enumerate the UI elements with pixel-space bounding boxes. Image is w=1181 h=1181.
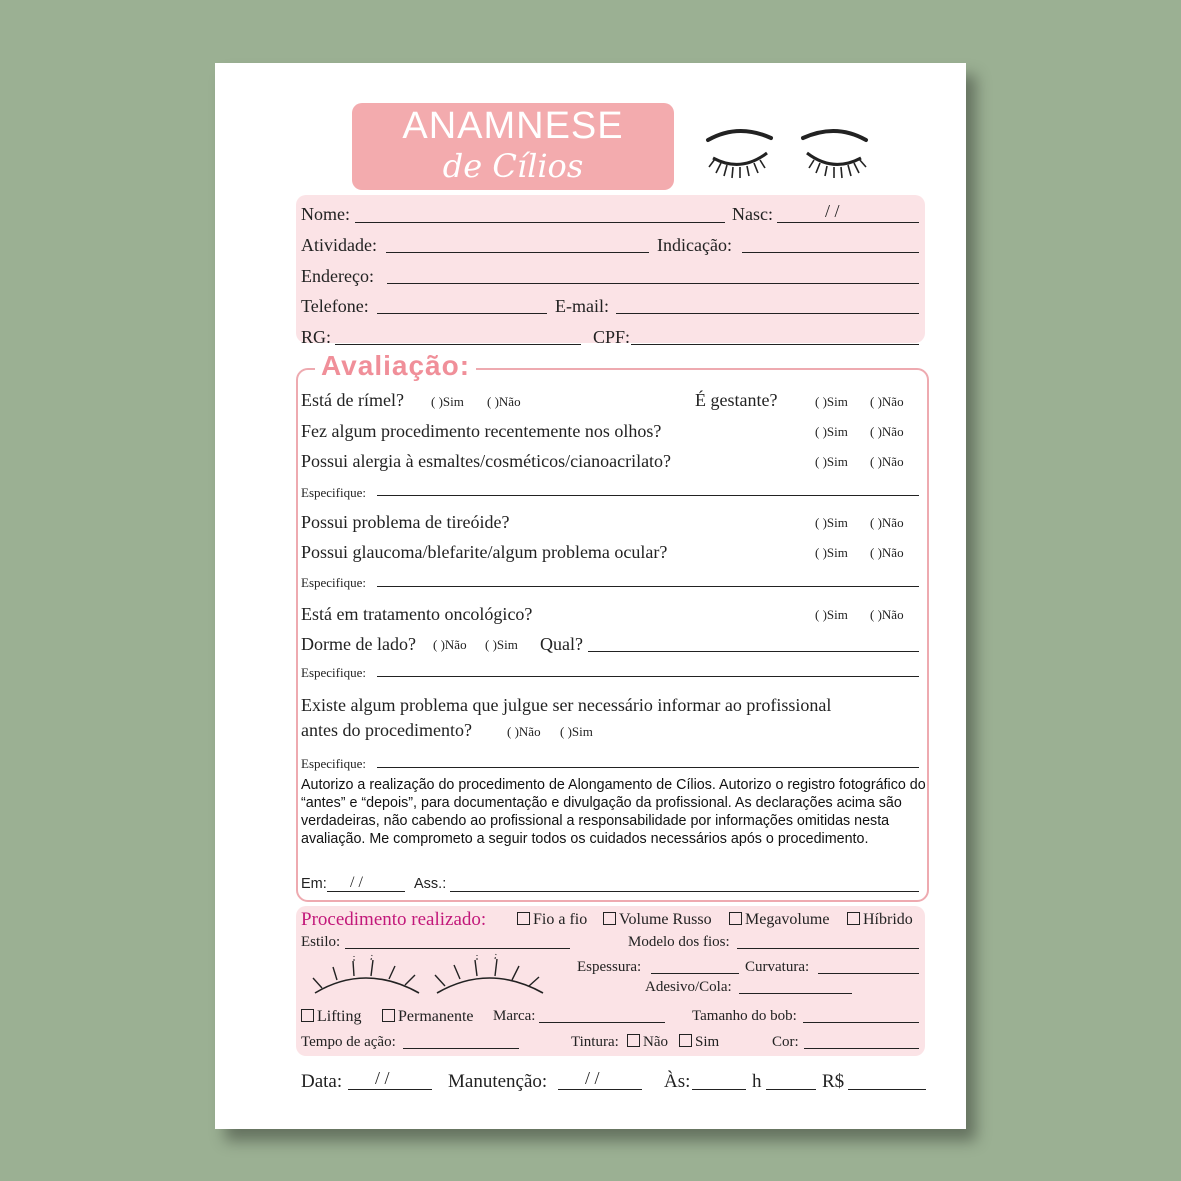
tintura-nao-label: Não: [643, 1034, 668, 1050]
oncologico-sim-option[interactable]: [815, 604, 848, 624]
fio-label: Fio a fio: [533, 911, 588, 928]
dorme-nao-label: ( )Não: [433, 637, 467, 652]
volume-label: Volume Russo: [619, 911, 712, 928]
minutos-field[interactable]: [766, 1089, 816, 1090]
atividade-field[interactable]: [386, 252, 649, 253]
estilo-field[interactable]: [345, 948, 570, 949]
q-oncologico: Está em tratamento oncológico?: [301, 604, 533, 624]
gestante-nao-label: ( )Não: [870, 394, 904, 409]
curvatura-label: Curvatura:: [745, 959, 810, 975]
signature-field[interactable]: [450, 891, 919, 892]
tempo-field[interactable]: [403, 1048, 519, 1049]
glaucoma-sim-option[interactable]: [815, 542, 848, 562]
h-label: h: [752, 1071, 762, 1092]
problema-sim-label: ( )Sim: [560, 724, 593, 739]
alergia-sim-option[interactable]: [815, 451, 848, 471]
q-alergia: Possui alergia à esmaltes/cosméticos/cianoacrilato?: [301, 451, 672, 471]
email-label: E-mail:: [555, 296, 609, 316]
permanente-checkbox-icon: [382, 1009, 395, 1022]
q-glaucoma: Possui glaucoma/blefarite/algum problema ocular?: [301, 542, 668, 562]
especifique-label-4: Especifique:: [301, 756, 366, 771]
especifique-label-2: Especifique:: [301, 575, 366, 590]
tireoide-sim-label: ( )Sim: [815, 515, 848, 530]
cor-label: Cor:: [772, 1034, 799, 1050]
hibrido-label: Híbrido: [863, 911, 913, 928]
qual-field[interactable]: [588, 651, 919, 652]
olhos-nao-label: ( )Não: [870, 424, 904, 439]
fio-checkbox-icon: [517, 912, 530, 925]
indicacao-field[interactable]: [742, 252, 919, 253]
q-gestante: É gestante?: [695, 390, 778, 410]
rimel-nao-label: ( )Não: [487, 394, 521, 409]
consent-text: Autorizo a realização do procedimento de Alongamento de Cílios. Autorizo o registro fotográfico do “antes” e “depois”, para documentação e divulgação da profissional. As declarações acima são verdadeiras, não cabendo ao profissional a responsabilidade por informações omitidas nesta avaliação. Me comprometo a seguir todos os cuidados necessários após o procedimento.: [301, 777, 926, 847]
tintura-sim-option[interactable]: [679, 1034, 719, 1051]
problema-sim-option[interactable]: [560, 721, 593, 741]
dorme-sim-label: ( )Sim: [485, 637, 518, 652]
nome-field[interactable]: [355, 222, 725, 223]
nasc-label: Nasc:: [732, 204, 773, 224]
problema-nao-label: ( )Não: [507, 724, 541, 739]
rimel-sim-option[interactable]: [431, 391, 464, 411]
opt-hibrido[interactable]: [847, 911, 913, 929]
espessura-field[interactable]: [651, 973, 739, 974]
opt-megavolume[interactable]: [729, 911, 829, 929]
problema-nao-option[interactable]: [507, 721, 541, 741]
lifting-label: Lifting: [317, 1008, 362, 1025]
tintura-nao-option[interactable]: [627, 1034, 668, 1051]
especifique-label-3: Especifique:: [301, 665, 366, 680]
data-label: Data:: [301, 1071, 343, 1092]
rg-label: RG:: [301, 327, 332, 347]
especifique-field-1[interactable]: [377, 495, 919, 496]
rimel-sim-label: ( )Sim: [431, 394, 464, 409]
lifting-checkbox-icon: [301, 1009, 314, 1022]
olhos-sim-label: ( )Sim: [815, 424, 848, 439]
hibrido-checkbox-icon: [847, 912, 860, 925]
nasc-field[interactable]: [777, 222, 919, 223]
ass-label: Ass.:: [414, 876, 447, 892]
mega-label: Megavolume: [745, 911, 830, 928]
estilo-label: Estilo:: [301, 934, 341, 950]
manutencao-slashes: / /: [585, 1068, 600, 1088]
tamanho-field[interactable]: [803, 1022, 919, 1023]
as-label: Às:: [664, 1071, 691, 1092]
cor-field[interactable]: [804, 1048, 919, 1049]
curvatura-field[interactable]: [818, 973, 919, 974]
endereco-field[interactable]: [387, 283, 919, 284]
title-banner: [352, 103, 674, 190]
tintura-sim-label: Sim: [695, 1034, 720, 1050]
manutencao-label: Manutenção:: [448, 1071, 548, 1092]
tireoide-sim-option[interactable]: [815, 512, 848, 532]
q-problema-line1: Existe algum problema que julgue ser necessário informar ao profissional: [301, 695, 832, 715]
rimel-nao-option[interactable]: [487, 391, 521, 411]
oncologico-sim-label: ( )Sim: [815, 607, 848, 622]
especifique-field-3[interactable]: [377, 676, 919, 677]
em-slashes: / /: [350, 874, 363, 891]
alergia-sim-label: ( )Sim: [815, 454, 848, 469]
marca-field[interactable]: [539, 1022, 665, 1023]
especifique-field-2[interactable]: [377, 586, 919, 587]
title-main: ANAMNESE: [402, 105, 624, 147]
oncologico-nao-label: ( )Não: [870, 607, 904, 622]
q-problema-line2: antes do procedimento?: [301, 720, 472, 740]
q-dorme-lado: Dorme de lado?: [301, 634, 416, 654]
nasc-slashes: / /: [825, 201, 840, 221]
tireoide-nao-label: ( )Não: [870, 515, 904, 530]
procedimento-title: Procedimento realizado:: [301, 909, 487, 930]
glaucoma-nao-label: ( )Não: [870, 545, 904, 560]
closed-eyes-icon: [703, 123, 873, 183]
em-label: Em:: [301, 876, 327, 892]
tintura-label: Tintura:: [571, 1034, 619, 1050]
volume-checkbox-icon: [603, 912, 616, 925]
dorme-sim-option[interactable]: [485, 634, 518, 654]
dorme-nao-option[interactable]: [433, 634, 467, 654]
glaucoma-sim-label: ( )Sim: [815, 545, 848, 560]
opt-fio-a-fio[interactable]: [517, 911, 587, 929]
hora-field[interactable]: [692, 1089, 746, 1090]
qual-label: Qual?: [540, 634, 583, 654]
rg-field[interactable]: [335, 344, 581, 345]
nome-label: Nome:: [301, 204, 350, 224]
endereco-label: Endereço:: [301, 266, 374, 286]
opt-permanente[interactable]: [382, 1008, 474, 1026]
modelo-label: Modelo dos fios:: [628, 934, 730, 950]
data-slashes: / /: [375, 1068, 390, 1088]
eyelash-diagram-icon: [307, 953, 557, 1003]
adesivo-label: Adesivo/Cola:: [645, 979, 732, 995]
opt-volume-russo[interactable]: [603, 911, 712, 929]
espessura-label: Espessura:: [577, 959, 642, 975]
tireoide-nao-option[interactable]: [870, 512, 904, 532]
mega-checkbox-icon: [729, 912, 742, 925]
email-field[interactable]: [616, 313, 919, 314]
data-field[interactable]: [348, 1089, 432, 1090]
gestante-nao-option[interactable]: [870, 391, 904, 411]
avaliacao-title: Avaliação:: [315, 350, 476, 382]
cpf-field[interactable]: [631, 344, 919, 345]
indicacao-label: Indicação:: [657, 235, 732, 255]
q-procedimento-olhos: Fez algum procedimento recentemente nos olhos?: [301, 421, 662, 441]
alergia-nao-option[interactable]: [870, 451, 904, 471]
telefone-label: Telefone:: [301, 296, 369, 316]
telefone-field[interactable]: [377, 313, 547, 314]
title-sub: de Cílios: [442, 147, 584, 185]
rs-label: R$: [822, 1071, 845, 1092]
cpf-label: CPF:: [593, 327, 631, 347]
olhos-nao-option[interactable]: [870, 421, 904, 441]
glaucoma-nao-option[interactable]: [870, 542, 904, 562]
especifique-field-4[interactable]: [377, 767, 919, 768]
alergia-nao-label: ( )Não: [870, 454, 904, 469]
q-rimel: Está de rímel?: [301, 390, 404, 410]
especifique-label-1: Especifique:: [301, 485, 366, 500]
tamanho-label: Tamanho do bob:: [692, 1008, 797, 1024]
gestante-sim-option[interactable]: [815, 391, 848, 411]
tempo-label: Tempo de ação:: [301, 1034, 396, 1050]
form-sheet: [215, 63, 966, 1129]
opt-lifting[interactable]: [301, 1008, 361, 1026]
permanente-label: Permanente: [398, 1008, 474, 1025]
oncologico-nao-option[interactable]: [870, 604, 904, 624]
manutencao-field[interactable]: [558, 1089, 642, 1090]
olhos-sim-option[interactable]: [815, 421, 848, 441]
adesivo-field[interactable]: [739, 993, 852, 994]
atividade-label: Atividade:: [301, 235, 377, 255]
q-tireoide: Possui problema de tireóide?: [301, 512, 510, 532]
em-date-field[interactable]: [327, 891, 405, 892]
tintura-sim-checkbox-icon: [679, 1034, 692, 1047]
modelo-field[interactable]: [737, 948, 919, 949]
gestante-sim-label: ( )Sim: [815, 394, 848, 409]
tintura-nao-checkbox-icon: [627, 1034, 640, 1047]
marca-label: Marca:: [493, 1008, 536, 1024]
valor-field[interactable]: [848, 1089, 926, 1090]
